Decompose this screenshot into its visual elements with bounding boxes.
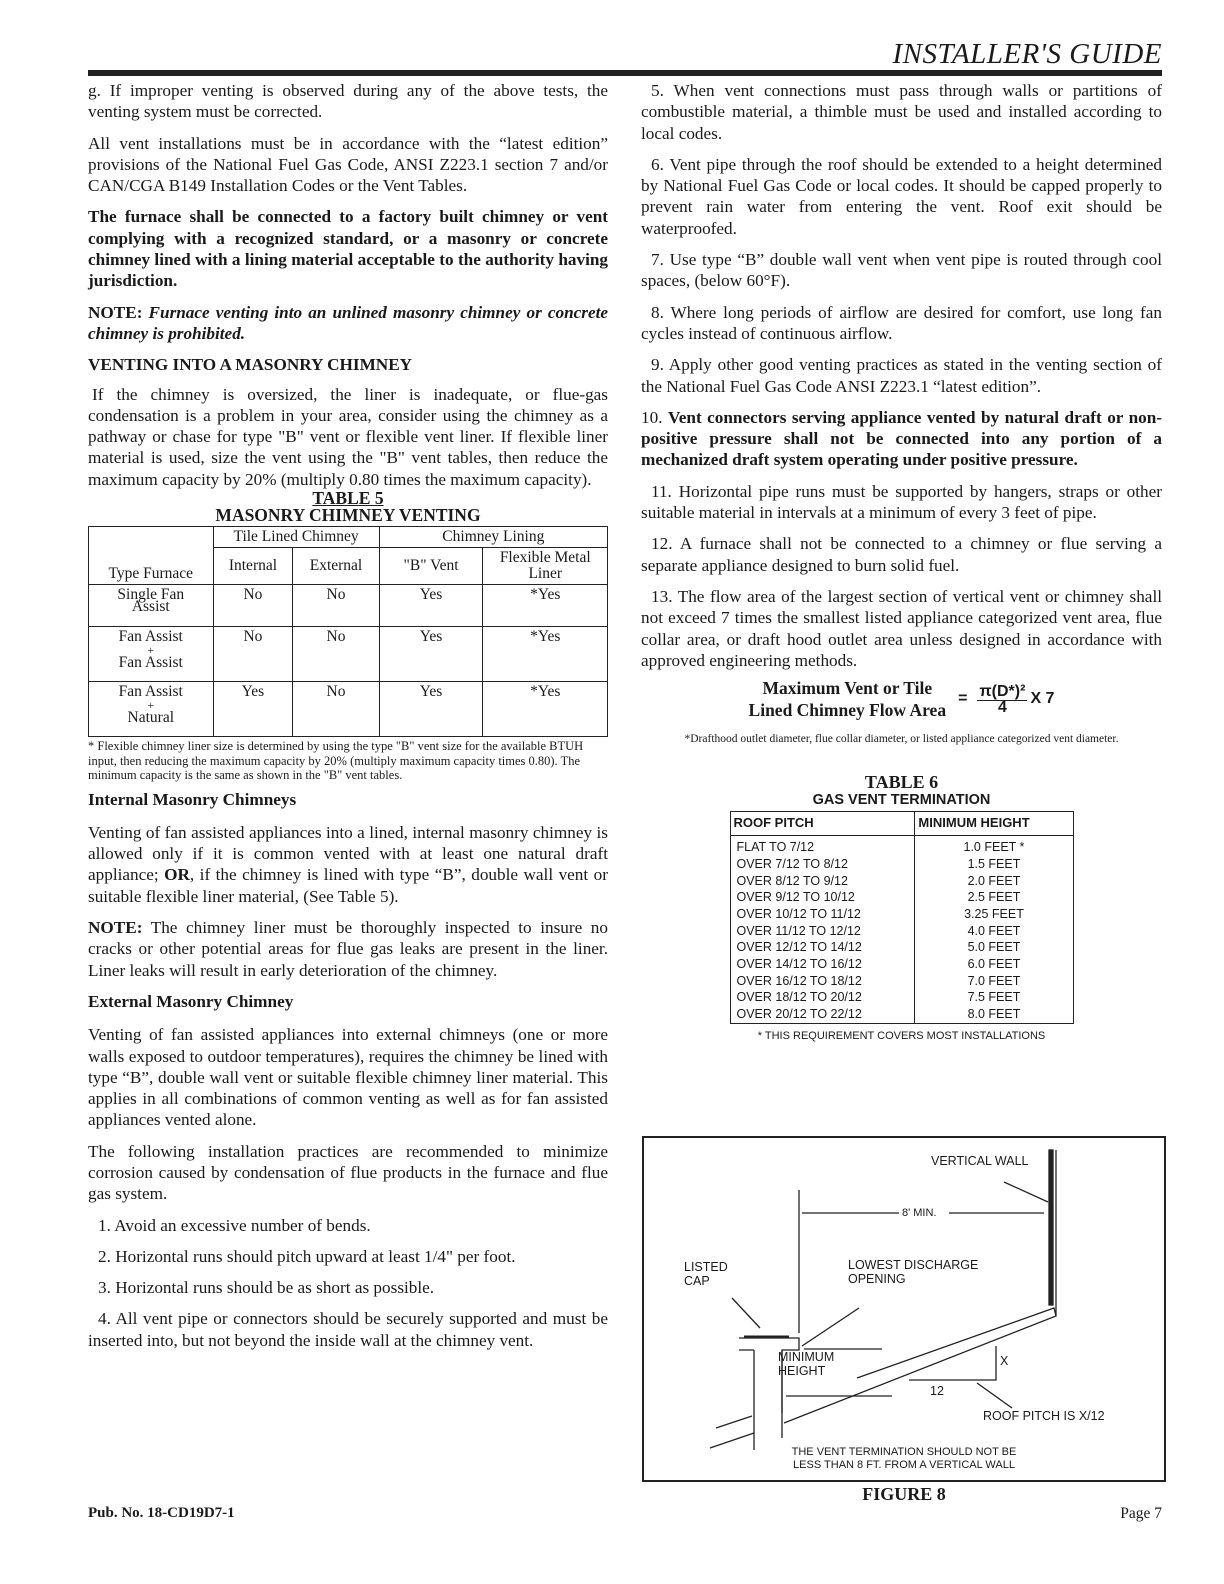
type-line: Fan Assist [118,654,183,672]
list-item: 11. Horizontal pipe runs must be supported by hangers, straps or other suitable material in intervals at a minimum of every 3 feet of pipe. [641,481,1162,523]
cell: No [293,682,379,737]
cell: Yes [379,682,483,737]
header-minimum-height: MINIMUM HEIGHT [915,812,1073,836]
minimum-height-cell: 1.0 FEET * [915,836,1073,856]
table-row [730,856,1073,873]
header-b-vent: "B" Vent [379,548,483,585]
cell: *Yes [483,682,608,737]
formula-label-line: Maximum Vent or Tile [762,678,933,699]
arrow [732,1298,760,1328]
roof-pitch-cell: OVER 20/12 TO 22/12 [730,1006,915,1023]
cell: No [293,585,379,627]
minimum-height-cell: 3.25 FEET [915,906,1073,923]
roof-pitch-cell: OVER 7/12 TO 8/12 [730,856,915,873]
table5 [88,526,608,737]
table-row [89,585,608,627]
label-roof-pitch: ROOF PITCH IS X/12 [983,1409,1105,1423]
table6 [730,811,1074,1023]
lower-roof [710,1416,754,1448]
page-number: Page 7 [1120,1505,1162,1522]
paragraph-internal [88,822,608,907]
paragraph-external: Venting of fan assisted appliances into external chimneys (one or more walls exposed to outdoor temperatures), requires the chimney be lined with type “B”, double wall vent or suitable flexible chimney liner material. This applies in all combinations of common venting as well as for fan assisted appliances vented alone. [88,1025,608,1130]
text-run: Venting of fan assisted appliances into a lined, internal masonry chimney is allowed only if it is common vented with at least one natural draft appliance; [88,822,608,885]
type-cell [89,682,214,737]
figure-8-diagram [642,1136,1166,1482]
table-row [730,836,1073,856]
list-item: 13. The flow area of the largest section of vertical vent or chimney shall not exceed 7 times the smallest listed appliance categorized vent area, flue collar area, or draft hood outlet area unless designed in accordance with approved engineering methods. [641,586,1162,670]
text-run-bold: OR [164,865,190,885]
table-row [89,682,608,737]
roof-pitch-cell: OVER 16/12 TO 18/12 [730,973,915,990]
flow-area-formula [641,677,1162,721]
note-text: Furnace venting into an unlined masonry chimney or concrete chimney is prohibited. [88,302,608,343]
roof-pitch-cell: OVER 14/12 TO 16/12 [730,956,915,973]
table-row [730,989,1073,1006]
label-lowest-discharge [848,1258,978,1286]
cell: No [293,627,379,682]
minimum-height-cell: 2.0 FEET [915,873,1073,890]
heading-internal-masonry: Internal Masonry Chimneys [88,789,297,809]
item-number: 10. [641,407,668,427]
minimum-height-cell: 8.0 FEET [915,1006,1073,1023]
table-row [730,956,1073,973]
list-item-10 [641,407,1162,471]
table5-number: TABLE 5 [312,488,384,509]
table-row [730,873,1073,890]
arrow [802,1308,859,1346]
paragraph-oversized: If the chimney is oversized, the liner is inadequate, or flue-gas condensation is a problem in your area, consider using the chimney as a pathway or chase for type "B" vent or flexible vent liner. If flexible liner material is used, size the vent using the "B" vent tables, then reduce the maximum capacity by 20% (multiply 0.80 times the maximum capacity). [88,384,608,489]
publication-number: Pub. No. 18-CD19D7-1 [88,1505,235,1521]
paragraph-g: g. If improper venting is observed during any of the above tests, the venting system must be corrected. [88,81,608,122]
cell: *Yes [483,627,608,682]
label-8ft-min: 8' MIN. [902,1207,937,1219]
label-x: X [1000,1354,1009,1368]
table6-subtitle: GAS VENT TERMINATION [812,792,991,809]
list-item: 9. Apply other good venting practices as stated in the venting section of the National Fuel Gas Code ANSI Z223.1 “latest edition”. [641,355,1162,396]
list-item: 8. Where long periods of airflow are desired for comfort, use long fan cycles instead of continuous airflow. [641,302,1162,343]
label-minimum-height [778,1350,834,1378]
fraction [977,684,1027,715]
text-run: , if the chimney is lined with type “B”, double wall vent or suitable flexible liner material, (See Table 5). [88,865,608,906]
label-listed-cap [684,1260,728,1288]
type-cell [89,627,214,682]
note-label: NOTE: [88,918,143,938]
label-line: MINIMUM [778,1350,835,1364]
note-text: The chimney liner must be thoroughly inspected to insure no cracks or other potential areas for flue gas leaks are present in the liner. Liner leaks will result in early deterioration of the chimney. [88,918,608,980]
header-rule [88,70,1162,76]
list-item: 7. Use type “B” double wall vent when vent pipe is routed through cool spaces, (below 60°F). [641,250,1162,291]
left-column [88,80,608,1361]
header-internal: Internal [213,548,293,585]
figure-caption: FIGURE 8 [862,1484,946,1504]
roof-pitch-cell: OVER 9/12 TO 10/12 [730,889,915,906]
equals-sign: = [958,690,968,708]
type-line: Fan Assist [118,628,183,646]
cell: *Yes [483,585,608,627]
label-vertical-wall: VERTICAL WALL [931,1154,1029,1168]
vertical-wall [1049,1150,1053,1305]
list-item: 5. When vent connections must pass through walls or partitions of combustible material, a thimble must be used and installed according to local codes. [641,81,1162,143]
roof-pitch-cell: OVER 10/12 TO 11/12 [730,906,915,923]
label-line: LISTED [684,1260,728,1274]
list-item: 2. Horizontal runs should pitch upward at least 1/4" per foot. [98,1246,516,1266]
paragraph-chimney-requirement: The furnace shall be connected to a factory built chimney or vent complying with a recognized standard, or a masonry or concrete chimney lined with a lining material acceptable to the authority having jurisdiction. [88,207,608,291]
header-type-furnace: Type Furnace [89,527,214,585]
arrow [1004,1182,1048,1202]
roof-pitch-cell: OVER 11/12 TO 12/12 [730,923,915,940]
formula-footnote: *Drafthood outlet diameter, flue collar diameter, or listed appliance categorized vent diameter. [684,733,1119,746]
type-line: + [147,643,155,658]
table-row [89,627,608,682]
minimum-height-cell: 2.5 FEET [915,889,1073,906]
table6-title: TABLE 6 [864,772,939,793]
roof-pitch-cell: OVER 12/12 TO 14/12 [730,939,915,956]
item-text: Vent connectors serving appliance vented by natural draft or non-positive pressure shall not be connected into any portion of a mechanized draft system operating under positive pressure. [641,407,1163,470]
type-line: Natural [127,709,175,727]
minimum-height-cell: 7.0 FEET [915,973,1073,990]
numerator: π(D*)² [979,682,1026,700]
type-line: Fan Assist [118,683,183,701]
minimum-height-cell: 5.0 FEET [915,939,1073,956]
list-item: 6. Vent pipe through the roof should be extended to a height determined by National Fuel Gas Code or local codes. It should be capped properly to prevent rain water from entering the vent. Roof exit should be waterproofed. [641,154,1162,238]
table-row [730,939,1073,956]
right-column [641,80,1162,1053]
note-unlined [88,302,608,345]
denominator: 4 [997,698,1007,716]
heading-masonry-text: VENTING INTO A MASONRY CHIMNEY [88,355,413,375]
list-item: 4. All vent pipe or connectors should be securely supported and must be inserted into, but not beyond the inside wall at the chimney vent. [88,1309,608,1350]
multiplier: X 7 [1030,690,1055,708]
list-item: 12. A furnace shall not be connected to a chimney or flue serving a separate appliance designed to burn solid fuel. [641,534,1162,575]
formula-label [749,677,947,721]
header-external: External [293,548,379,585]
vent-termination-drawing [644,1138,1164,1480]
formula-label-line: Lined Chimney Flow Area [748,700,947,721]
label-line: HEIGHT [778,1364,826,1378]
header-roof-pitch: ROOF PITCH [730,812,915,836]
type-line: Single Fan [117,586,185,604]
header-tile-lined: Tile Lined Chimney [213,527,379,548]
label-line: CAP [684,1274,710,1288]
cell: No [213,585,293,627]
note-label: NOTE: [88,302,143,322]
table5-footnote: * Flexible chimney liner size is determined by using the type "B" vent size for the available BTUH input, then reducing the maximum capacity by 20% (multiply maximum capacity times 0.80). The minimum capacity is the same as shown in the "B" vent tables. [88,739,584,783]
page-header-title: INSTALLER'S GUIDE [892,38,1162,70]
table5-subtitle: MASONRY CHIMNEY VENTING [215,505,481,526]
roof-pitch-cell: FLAT TO 7/12 [730,836,915,856]
note-liner [88,917,608,981]
type-cell [89,585,214,627]
table6-section [641,772,1162,1047]
figure-note [644,1446,1164,1472]
type-line: + [147,698,155,713]
formula-expression [958,684,1054,715]
minimum-height-cell: 4.0 FEET [915,923,1073,940]
pitch-triangle [909,1346,996,1380]
type-line: Assist [131,598,170,616]
cell: Yes [379,585,483,627]
table-row [730,1006,1073,1023]
roof-pitch-cell: OVER 18/12 TO 20/12 [730,989,915,1006]
list-item: 3. Horizontal runs should be as short as possible. [98,1278,435,1298]
cell: Yes [213,682,293,737]
roof-pitch-cell: OVER 8/12 TO 9/12 [730,873,915,890]
note-line: LESS THAN 8 FT. FROM A VERTICAL WALL [793,1459,1015,1471]
table-row [730,973,1073,990]
paragraph-vent-installations: All vent installations must be in accordance with the “latest edition” provisions of the National Fuel Gas Code, ANSI Z223.1 section 7 and/or CAN/CGA B149 Installation Codes or the Vent Tables. [88,133,608,196]
table-row [730,906,1073,923]
paragraph-following: The following installation practices are recommended to minimize corrosion caused by condensation of flue products in the furnace and flue gas system. [88,1141,608,1204]
label-12: 12 [930,1384,944,1398]
minimum-height-cell: 6.0 FEET [915,956,1073,973]
label-line: OPENING [848,1272,906,1286]
minimum-height-cell: 7.5 FEET [915,989,1073,1006]
table-row [730,889,1073,906]
table-row [730,923,1073,940]
cell: Yes [379,627,483,682]
arrow [977,1383,1012,1408]
header-flexible-liner: Flexible Metal Liner [483,548,608,585]
list-item: 1. Avoid an excessive number of bends. [98,1215,371,1235]
note-line: THE VENT TERMINATION SHOULD NOT BE [791,1446,1017,1458]
header-chimney-lining: Chimney Lining [379,527,607,548]
cell: No [213,627,293,682]
table6-footnote: * THIS REQUIREMENT COVERS MOST INSTALLATIONS [757,1029,1046,1042]
label-line: LOWEST DISCHARGE [848,1258,979,1272]
heading-external-masonry: External Masonry Chimney [88,991,294,1011]
minimum-height-cell: 1.5 FEET [915,856,1073,873]
heading-masonry [88,354,608,375]
